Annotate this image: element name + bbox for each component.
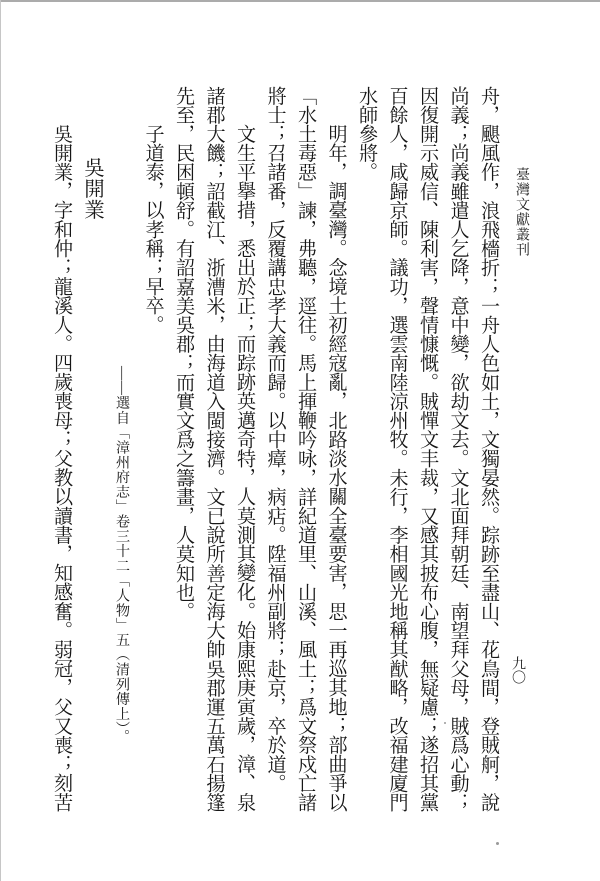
paragraph: 文生平擧措，悉出於正；而踪跡英邁奇特，人莫測其變化。始康熙庚寅歲，漳、泉諸郡大饑；詔截江、浙漕米，由海道入閩接濟。文已說所善定海大帥吳郡運五萬石揚篷先至，民困頓舒。有詔嘉美吳郡；而實文爲之籌畫，人莫知也。 <box>173 86 255 812</box>
scan-speck <box>496 842 499 845</box>
page-number: 九〇 <box>510 656 525 684</box>
paragraph: 明年，調臺灣。念境土初經寇亂，北路淡水關全臺要害，思一再巡其地；部曲爭以「水土毒惡」諫，弗聽，逕往。馬上揮鞭吟咏，詳紀道里、山溪、風土；爲文祭戍亡諸將士；召諸番，反覆講忠孝大義而歸。以中瘴，病痁。陞福州副將；赴京，卒於道。 <box>264 86 347 812</box>
scan-edge-top <box>0 0 600 2</box>
source-citation: ——選自「漳州府志」卷三十二「人物」五（清列傳上）。 <box>114 366 130 744</box>
scan-edge-left <box>0 0 1 881</box>
text-body <box>46 86 504 814</box>
paragraph: 吳開業，字和仲；龍溪人。四歲喪母；父教以讀書，知感奮。弱冠，父又喪；刻苦 <box>51 124 72 812</box>
series-masthead: 臺灣文獻叢刊 <box>514 167 529 257</box>
paragraph: 子道泰，以孝稱；早卒。 <box>142 124 164 335</box>
paragraph-continuation: 舟，颶風作，浪飛檣折；一舟人色如土，文獨晏然。踪跡至盡山、花鳥間，登賊舸，說尚義；尚義雖遣人乞降，意中變，欲劫文去。文北面拜朝廷、南望拜父母，賊爲心動；因復開示威信、陳利害，聲情慷慨。賊憚文丰裁，又感其披布心腹，無疑慮；遂招其黨百餘人，咸歸京師。議功，選雲南陸涼州牧。未行，李相國光地稱其猷略，改福建廈門水師參將。 <box>356 86 499 812</box>
section-title: 吳開業 <box>80 157 103 220</box>
scan-speck <box>444 722 446 724</box>
